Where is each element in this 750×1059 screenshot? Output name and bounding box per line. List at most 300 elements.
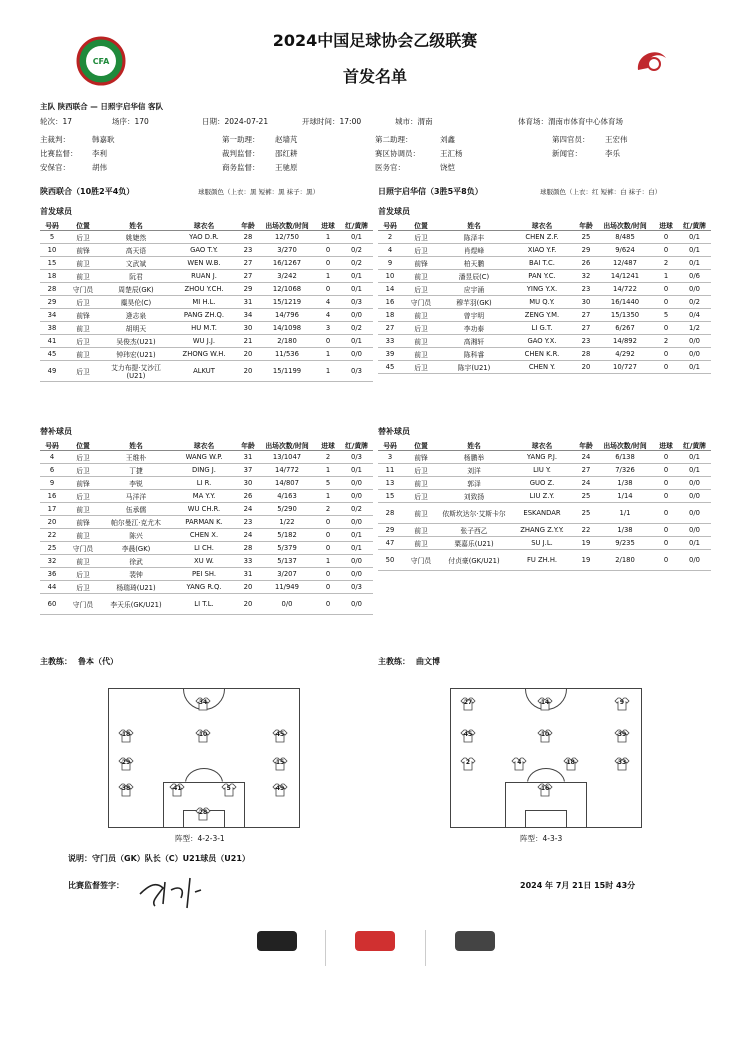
player-row [378,231,711,244]
age-cell: 30 [238,322,258,335]
sponsor-two [340,928,410,968]
player-row [40,283,373,296]
position-cell: 前卫 [402,537,440,550]
age-cell: 37 [238,464,258,477]
name-cell: 刘洋 [440,464,508,477]
age-cell: 26 [238,490,258,503]
appearances-cell: 8/485 [596,231,654,244]
shirt-name-cell: WU CH.R. [170,503,238,516]
number-cell: 45 [40,348,64,361]
official-role: 第四官员： [552,135,590,144]
shirt-name-cell: ZHOU Y.CH. [170,283,238,296]
column-header: 位置 [402,220,440,231]
goals-cell: 1 [316,270,340,283]
sponsor-divider [425,930,426,966]
official-name: 王宏伟 [605,135,628,144]
age-cell: 28 [576,348,596,361]
column-header: 年龄 [238,220,258,231]
official-name: 赵墙芃 [275,135,298,144]
age-cell: 25 [576,503,596,524]
column-header: 出场次数/时间 [258,220,316,231]
goals-cell: 0 [654,477,678,490]
shirt-name-cell: ALKUT [170,361,238,382]
cards-cell: 0/3 [340,361,373,382]
number-cell: 33 [378,335,402,348]
shirt-number: 38 [121,785,131,792]
name-cell: 丁捷 [102,464,170,477]
player-row [40,503,373,516]
goals-cell: 0 [654,361,678,374]
cards-cell: 0/0 [678,503,711,524]
goals-cell: 2 [654,335,678,348]
appearances-cell: 3/242 [258,270,316,283]
player-row [40,244,373,257]
position-cell: 守门员 [64,542,102,555]
appearances-cell: 5/182 [258,529,316,542]
shirt-number: 18 [566,759,575,766]
number-cell: 41 [40,335,64,348]
number-cell: 18 [40,270,64,283]
shirt-name-cell: CHEN K.R. [508,348,576,361]
player-shirt-icon [537,697,553,711]
official-name: 韩嘉耿 [92,135,115,144]
official-name: 王汇杨 [440,149,463,158]
column-header: 号码 [378,220,402,231]
age-cell: 26 [576,257,596,270]
position-cell: 前锋 [64,516,102,529]
appearances-cell: 9/235 [596,537,654,550]
cards-cell: 0/1 [678,257,711,270]
official-role: 安保官： [40,163,70,172]
number-cell: 6 [40,464,64,477]
position-cell: 前锋 [402,451,440,464]
player-shirt-icon [195,729,211,743]
player-row [378,550,711,571]
appearances-cell: 14/796 [258,309,316,322]
position-cell: 前卫 [402,477,440,490]
player-shirt-icon [195,697,211,711]
name-cell: 李锐 [102,477,170,490]
shirt-name-cell: CHEN Y. [508,361,576,374]
goals-cell: 0 [316,244,340,257]
age-cell: 24 [238,529,258,542]
shirt-name-cell: GAO T.Y. [170,244,238,257]
handwritten-signature [135,872,215,912]
name-cell: 粟嘉乐(U21) [440,537,508,550]
player-row [40,231,373,244]
column-header: 红/黄牌 [340,440,373,451]
player-shirt-icon [460,757,476,771]
cards-cell: 1/2 [678,322,711,335]
age-cell: 20 [576,361,596,374]
age-cell: 31 [238,296,258,309]
number-cell: 32 [40,555,64,568]
shirt-name-cell: PAN Y.C. [508,270,576,283]
number-cell: 38 [40,322,64,335]
player-row [378,361,711,374]
position-cell: 后卫 [64,335,102,348]
age-cell: 29 [238,283,258,296]
official-name: 李利 [92,149,107,158]
age-cell: 23 [576,283,596,296]
position-cell: 后卫 [64,581,102,594]
appearances-cell: 14/772 [258,464,316,477]
position-cell: 后卫 [402,244,440,257]
shirt-name-cell: LI G.T. [508,322,576,335]
column-header: 姓名 [440,220,508,231]
shirt-number: 16 [540,785,550,792]
column-header: 年龄 [576,440,596,451]
official-name: 饶恺 [440,163,455,172]
cards-cell: 0/0 [340,477,373,490]
official-role: 赛区协调员： [375,149,420,158]
number-cell: 27 [378,322,402,335]
cards-cell: 0/1 [678,244,711,257]
shirt-name-cell: WEN W.B. [170,257,238,270]
goals-cell: 1 [316,361,340,382]
position-cell: 前锋 [64,244,102,257]
goals-cell: 1 [316,464,340,477]
goals-cell: 0 [654,322,678,335]
cards-cell: 0/4 [678,309,711,322]
name-cell: 艾力布提·艾沙江(U21) [102,361,170,382]
name-cell: 郭泽 [440,477,508,490]
number-cell: 18 [378,309,402,322]
appearances-cell: 5/379 [258,542,316,555]
number-cell: 13 [378,477,402,490]
shirt-number: 28 [198,809,208,816]
name-cell: 陈科睿 [440,348,508,361]
shirt-number: 27 [463,699,473,706]
official-name: 邵红耕 [275,149,298,158]
goals-cell: 2 [316,451,340,464]
number-cell: 9 [40,477,64,490]
goals-cell: 0 [316,581,340,594]
age-cell: 27 [576,309,596,322]
column-header: 年龄 [238,440,258,451]
number-cell: 49 [40,361,64,382]
player-shirt-icon [537,729,553,743]
player-shirt-icon [614,697,630,711]
goals-cell: 1 [316,348,340,361]
name-cell: 阮君 [102,270,170,283]
player-shirt-icon [118,729,134,743]
player-row [378,451,711,464]
goals-cell: 5 [654,309,678,322]
appearances-cell: 12/1068 [258,283,316,296]
name-cell: 穆芊羽(GK) [440,296,508,309]
player-row [378,477,711,490]
column-header: 号码 [40,440,64,451]
player-row [378,322,711,335]
age-cell: 23 [238,516,258,529]
column-header: 位置 [402,440,440,451]
column-header: 出场次数/时间 [596,220,654,231]
name-cell: 裴钟 [102,568,170,581]
goals-cell: 1 [316,490,340,503]
player-shirt-icon [460,697,476,711]
away-kit: 球服颜色（上衣：红 短裤：白 袜子：白） [540,188,662,196]
name-cell: 陈泽丰 [440,231,508,244]
page-subtitle: 首发名单 [342,67,407,86]
cards-cell: 0/1 [340,335,373,348]
column-header: 球衣名 [508,220,576,231]
cards-cell: 0/0 [340,594,373,615]
column-header: 进球 [654,440,678,451]
age-cell: 25 [576,231,596,244]
cards-cell: 0/0 [678,477,711,490]
name-cell: 李天乐(GK/U21) [102,594,170,615]
cards-cell: 0/0 [340,490,373,503]
name-cell: 伍承儒 [102,503,170,516]
player-shirt-icon [272,757,288,771]
shirt-number: 45 [275,731,285,738]
column-header: 球衣名 [170,220,238,231]
position-cell: 守门员 [402,296,440,309]
appearances-cell: 3/270 [258,244,316,257]
position-cell: 前卫 [64,322,102,335]
number-cell: 36 [40,568,64,581]
name-cell: 杨瑞琦(U21) [102,581,170,594]
position-cell: 后卫 [402,283,440,296]
age-cell: 24 [238,503,258,516]
cards-cell: 0/1 [340,270,373,283]
position-cell: 守门员 [402,550,440,571]
shirt-name-cell: PARMAN K. [170,516,238,529]
name-cell: 王维朴 [102,451,170,464]
player-shirt-icon [511,757,527,771]
name-cell: 刘致扬 [440,490,508,503]
column-header: 红/黄牌 [678,220,711,231]
cards-cell: 0/0 [678,550,711,571]
player-shirt-icon [614,757,630,771]
appearances-cell: 16/1267 [258,257,316,270]
away-starters-heading: 首发球员 [378,207,410,216]
shirt-number: 15 [275,759,285,766]
age-cell: 27 [576,322,596,335]
shirt-name-cell: LI R. [170,477,238,490]
appearances-cell: 14/807 [258,477,316,490]
appearances-cell: 11/536 [258,348,316,361]
column-header: 号码 [40,220,64,231]
appearances-cell: 14/1098 [258,322,316,335]
goals-cell: 0 [316,516,340,529]
shirt-number: 14 [540,699,550,706]
player-row [378,335,711,348]
position-cell: 前锋 [64,309,102,322]
cards-cell: 0/2 [678,296,711,309]
shirt-name-cell: RUAN J. [170,270,238,283]
age-cell: 19 [576,550,596,571]
age-cell: 24 [576,451,596,464]
age-cell: 19 [576,537,596,550]
shirt-name-cell: GAO Y.X. [508,335,576,348]
column-header: 进球 [654,220,678,231]
shirt-name-cell: DING J. [170,464,238,477]
name-cell: 付贞豪(GK/U21) [440,550,508,571]
goals-cell: 5 [316,477,340,490]
age-cell: 20 [238,594,258,615]
age-cell: 33 [238,555,258,568]
name-cell: 帕尔曼江·克尤木 [102,516,170,529]
name-cell: 姚婕然 [102,231,170,244]
kickoff: 开球时间：17:00 [302,117,362,126]
age-cell: 22 [576,524,596,537]
official-name: 胡伟 [92,163,107,172]
shirt-number: 10 [540,731,550,738]
position-cell: 前卫 [402,335,440,348]
position-cell: 前卫 [402,270,440,283]
age-cell: 23 [576,335,596,348]
name-cell: 麋昊伦(C) [102,296,170,309]
player-row [378,309,711,322]
appearances-cell: 14/892 [596,335,654,348]
player-row [40,270,373,283]
player-row [40,348,373,361]
shirt-name-cell: YING Y.X. [508,283,576,296]
number-cell: 10 [378,270,402,283]
home-coach: 鲁本（代） [78,657,118,666]
goals-cell: 4 [316,296,340,309]
shirt-name-cell: LI T.L. [170,594,238,615]
number-cell: 3 [378,451,402,464]
shirt-number: 45 [463,731,473,738]
goals-cell: 0 [316,542,340,555]
cards-cell: 0/0 [678,490,711,503]
position-cell: 前锋 [64,477,102,490]
shirt-name-cell: ZHONG W.H. [170,348,238,361]
shirt-name-cell: ZENG Y.M. [508,309,576,322]
name-cell: 钟玮宏(U21) [102,348,170,361]
column-header: 姓名 [440,440,508,451]
appearances-cell: 2/180 [258,335,316,348]
appearances-cell: 5/290 [258,503,316,516]
away-team-name: 日照宇启华信（3胜5平8负） [378,187,483,196]
match-teams: 主队 陕西联合 — 日照宇启华信 客队 [40,102,163,111]
player-row [378,464,711,477]
shirt-name-cell: MU Q.Y. [508,296,576,309]
player-shirt-icon [169,783,185,797]
age-cell: 28 [238,231,258,244]
player-row [378,348,711,361]
position-cell: 前卫 [402,524,440,537]
number-cell: 25 [40,542,64,555]
appearances-cell: 16/1440 [596,296,654,309]
age-cell: 30 [238,477,258,490]
goals-cell: 0 [654,451,678,464]
appearances-cell: 14/1241 [596,270,654,283]
shirt-name-cell: SU J.L. [508,537,576,550]
name-cell: 李功泰 [440,322,508,335]
home-subs-heading: 替补球员 [40,427,72,436]
cards-cell: 0/0 [340,309,373,322]
cards-cell: 0/2 [340,503,373,516]
name-cell: 高天语 [102,244,170,257]
player-row [378,283,711,296]
position-cell: 前卫 [64,555,102,568]
goals-cell: 0 [654,550,678,571]
shirt-name-cell: HU M.T. [170,322,238,335]
goals-cell: 0 [316,594,340,615]
shirt-number: 10 [198,731,208,738]
goals-cell: 0 [316,335,340,348]
player-shirt-icon [118,757,134,771]
age-cell: 23 [238,244,258,257]
appearances-cell: 4/292 [596,348,654,361]
appearances-cell: 1/38 [596,524,654,537]
goals-cell: 1 [654,270,678,283]
player-row [40,529,373,542]
appearances-cell: 14/722 [596,283,654,296]
cards-cell: 0/1 [340,464,373,477]
cards-cell: 0/3 [340,296,373,309]
goals-cell: 0 [654,490,678,503]
appearances-cell: 15/1219 [258,296,316,309]
official-name: 王驰原 [275,163,298,172]
position-cell: 前卫 [64,348,102,361]
away-subs-table [378,440,711,571]
appearances-cell: 7/326 [596,464,654,477]
cards-cell: 0/3 [340,451,373,464]
match-number: 场序：170 [112,117,149,126]
position-cell: 前卫 [402,503,440,524]
cards-cell: 0/0 [678,283,711,296]
cards-cell: 0/1 [678,537,711,550]
position-cell: 前卫 [64,270,102,283]
position-cell: 后卫 [64,231,102,244]
shirt-name-cell: WANG W.P. [170,451,238,464]
shirt-name-cell: YANG P.J. [508,451,576,464]
shirt-number: 9 [619,699,625,706]
column-header: 进球 [316,440,340,451]
player-row [40,477,373,490]
shirt-name-cell: PANG ZH.Q. [170,309,238,322]
column-header: 红/黄牌 [678,440,711,451]
number-cell: 16 [378,296,402,309]
goals-cell: 2 [316,503,340,516]
goals-cell: 2 [654,257,678,270]
position-cell: 守门员 [64,283,102,296]
cards-cell: 0/0 [340,568,373,581]
home-team-name: 陕西联合（10胜2平4负） [40,187,135,196]
shirt-name-cell: MI H.L. [170,296,238,309]
appearances-cell: 13/1047 [258,451,316,464]
sponsor-kelme [242,928,312,968]
shirt-name-cell: LI CH. [170,542,238,555]
appearances-cell: 6/138 [596,451,654,464]
appearances-cell: 9/624 [596,244,654,257]
name-cell: 文武斌 [102,257,170,270]
appearances-cell: 3/207 [258,568,316,581]
shirt-number: 5 [226,785,231,792]
shirt-number: 29 [121,759,131,766]
signature-datetime: 2024 年 7月 21日 15时 43分 [520,881,636,890]
official-role: 比赛监督： [40,149,78,158]
cards-cell: 0/1 [340,283,373,296]
appearances-cell: 0/0 [258,594,316,615]
appearances-cell: 15/1350 [596,309,654,322]
player-row [40,542,373,555]
cards-cell: 0/1 [678,464,711,477]
city: 城市：渭南 [395,117,433,126]
age-cell: 34 [238,309,258,322]
official-role: 商务监督： [222,163,260,172]
player-shirt-icon [614,729,630,743]
appearances-cell: 6/267 [596,322,654,335]
number-cell: 4 [378,244,402,257]
position-cell: 后卫 [402,322,440,335]
shirt-name-cell: WU J.J. [170,335,238,348]
